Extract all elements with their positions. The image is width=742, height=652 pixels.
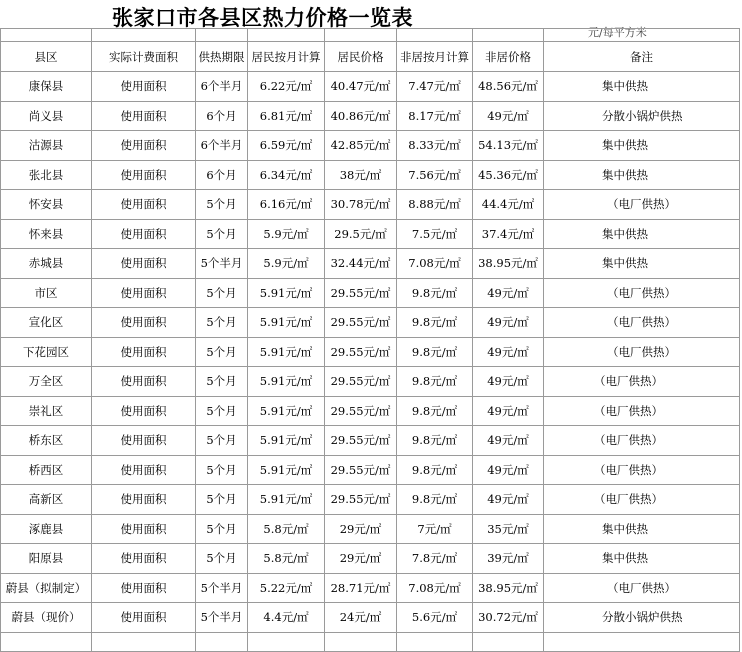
cell-nonresident-price: 49元/㎡ <box>473 337 544 367</box>
cell-resident-monthly: 5.91元/㎡ <box>248 426 325 456</box>
header-billing-area: 实际计费面积 <box>92 42 196 72</box>
cell-heating-period: 5个月 <box>196 455 248 485</box>
cell-nonresident-monthly: 8.33元/㎡ <box>397 131 473 161</box>
cell-nonresident-price: 49元/㎡ <box>473 426 544 456</box>
header-remarks: 备注 <box>544 42 740 72</box>
cell-billing-area: 使用面积 <box>92 396 196 426</box>
cell-remarks: （电厂供热） <box>544 396 740 426</box>
cell-billing-area: 使用面积 <box>92 308 196 338</box>
cell-nonresident-monthly: 9.8元/㎡ <box>397 337 473 367</box>
table-row <box>1 544 740 574</box>
cell-resident-price: 29元/㎡ <box>325 544 397 574</box>
cell-heating-period: 5个半月 <box>196 249 248 279</box>
header-nonresident-price: 非居价格 <box>473 42 544 72</box>
cell-billing-area: 使用面积 <box>92 160 196 190</box>
cell-nonresident-price: 35元/㎡ <box>473 514 544 544</box>
cell-resident-monthly: 6.16元/㎡ <box>248 190 325 220</box>
table-row <box>1 426 740 456</box>
cell-billing-area: 使用面积 <box>92 485 196 515</box>
cell-resident-price: 24元/㎡ <box>325 603 397 633</box>
page-title: 张家口市各县区热力价格一览表 <box>112 6 413 30</box>
cell-billing-area: 使用面积 <box>92 514 196 544</box>
cell-nonresident-monthly: 5.6元/㎡ <box>397 603 473 633</box>
cell-nonresident-monthly: 9.8元/㎡ <box>397 308 473 338</box>
cell-resident-monthly: 5.91元/㎡ <box>248 396 325 426</box>
cell-county: 桥东区 <box>1 426 92 456</box>
table-row <box>1 160 740 190</box>
cell-remarks: （电厂供热） <box>544 426 740 456</box>
cell-remarks: 分散小锅炉供热 <box>544 603 740 633</box>
cell-resident-monthly: 5.91元/㎡ <box>248 367 325 397</box>
cell-remarks: （电厂供热） <box>544 573 740 603</box>
cell-remarks: （电厂供热） <box>544 367 740 397</box>
cell-remarks: 集中供热 <box>544 72 740 102</box>
cell-heating-period: 5个月 <box>196 426 248 456</box>
cell-nonresident-price: 30.72元/㎡ <box>473 603 544 633</box>
cell-nonresident-price: 45.36元/㎡ <box>473 160 544 190</box>
cell-remarks: 集中供热 <box>544 249 740 279</box>
cell-nonresident-price: 49元/㎡ <box>473 485 544 515</box>
cell-resident-price: 29.55元/㎡ <box>325 278 397 308</box>
table-row <box>1 396 740 426</box>
cell-resident-price: 29.55元/㎡ <box>325 455 397 485</box>
cell-heating-period: 6个月 <box>196 101 248 131</box>
cell-resident-monthly: 5.91元/㎡ <box>248 278 325 308</box>
table-spacer-row <box>1 29 740 42</box>
cell-remarks: （电厂供热） <box>544 485 740 515</box>
cell-resident-monthly: 5.8元/㎡ <box>248 544 325 574</box>
table-row <box>1 131 740 161</box>
cell-billing-area: 使用面积 <box>92 544 196 574</box>
cell-heating-period: 5个月 <box>196 219 248 249</box>
cell-resident-price: 29.55元/㎡ <box>325 396 397 426</box>
cell-resident-monthly: 5.22元/㎡ <box>248 573 325 603</box>
header-heating-period: 供热期限 <box>196 42 248 72</box>
unit-note: 元/每平方米 <box>588 26 647 39</box>
cell-nonresident-monthly: 7.5元/㎡ <box>397 219 473 249</box>
cell-billing-area: 使用面积 <box>92 278 196 308</box>
cell-heating-period: 5个月 <box>196 337 248 367</box>
cell-resident-price: 38元/㎡ <box>325 160 397 190</box>
cell-nonresident-price: 38.95元/㎡ <box>473 573 544 603</box>
cell-heating-period: 6个月 <box>196 160 248 190</box>
cell-remarks: （电厂供热） <box>544 308 740 338</box>
cell-heating-period: 5个月 <box>196 544 248 574</box>
cell-nonresident-monthly: 9.8元/㎡ <box>397 485 473 515</box>
header-county: 县区 <box>1 42 92 72</box>
table-row <box>1 455 740 485</box>
cell-county: 沽源县 <box>1 131 92 161</box>
cell-remarks: （电厂供热） <box>544 337 740 367</box>
cell-nonresident-price: 49元/㎡ <box>473 278 544 308</box>
cell-county: 赤城县 <box>1 249 92 279</box>
cell-resident-monthly: 5.91元/㎡ <box>248 308 325 338</box>
cell-resident-price: 30.78元/㎡ <box>325 190 397 220</box>
cell-nonresident-monthly: 8.17元/㎡ <box>397 101 473 131</box>
cell-resident-monthly: 5.91元/㎡ <box>248 455 325 485</box>
cell-heating-period: 5个半月 <box>196 603 248 633</box>
cell-county: 高新区 <box>1 485 92 515</box>
cell-nonresident-price: 49元/㎡ <box>473 101 544 131</box>
header-resident-monthly: 居民按月计算 <box>248 42 325 72</box>
cell-remarks: 集中供热 <box>544 219 740 249</box>
table-row <box>1 485 740 515</box>
cell-county: 张北县 <box>1 160 92 190</box>
table-row <box>1 190 740 220</box>
table-row <box>1 72 740 102</box>
cell-resident-monthly: 5.9元/㎡ <box>248 219 325 249</box>
cell-nonresident-price: 49元/㎡ <box>473 308 544 338</box>
cell-nonresident-monthly: 7.47元/㎡ <box>397 72 473 102</box>
cell-county: 宣化区 <box>1 308 92 338</box>
cell-county: 怀来县 <box>1 219 92 249</box>
cell-resident-price: 29.55元/㎡ <box>325 308 397 338</box>
table-row <box>1 337 740 367</box>
cell-county: 怀安县 <box>1 190 92 220</box>
cell-county: 下花园区 <box>1 337 92 367</box>
cell-nonresident-monthly: 7.8元/㎡ <box>397 544 473 574</box>
cell-remarks: 集中供热 <box>544 131 740 161</box>
table-row <box>1 101 740 131</box>
cell-heating-period: 5个月 <box>196 396 248 426</box>
cell-heating-period: 6个半月 <box>196 131 248 161</box>
cell-nonresident-price: 49元/㎡ <box>473 396 544 426</box>
cell-resident-monthly: 6.81元/㎡ <box>248 101 325 131</box>
cell-nonresident-monthly: 7元/㎡ <box>397 514 473 544</box>
cell-county: 阳原县 <box>1 544 92 574</box>
cell-billing-area: 使用面积 <box>92 72 196 102</box>
cell-billing-area: 使用面积 <box>92 131 196 161</box>
cell-resident-monthly: 6.34元/㎡ <box>248 160 325 190</box>
cell-billing-area: 使用面积 <box>92 455 196 485</box>
header-nonresident-monthly: 非居按月计算 <box>397 42 473 72</box>
cell-resident-monthly: 5.9元/㎡ <box>248 249 325 279</box>
table-header-row <box>1 42 740 72</box>
cell-county: 尚义县 <box>1 101 92 131</box>
cell-heating-period: 5个月 <box>196 190 248 220</box>
cell-heating-period: 5个月 <box>196 514 248 544</box>
table-row <box>1 308 740 338</box>
cell-billing-area: 使用面积 <box>92 603 196 633</box>
cell-nonresident-price: 39元/㎡ <box>473 544 544 574</box>
cell-county: 市区 <box>1 278 92 308</box>
table-row <box>1 573 740 603</box>
cell-billing-area: 使用面积 <box>92 249 196 279</box>
cell-county: 康保县 <box>1 72 92 102</box>
cell-resident-price: 29.55元/㎡ <box>325 367 397 397</box>
cell-resident-monthly: 5.91元/㎡ <box>248 337 325 367</box>
cell-resident-price: 29元/㎡ <box>325 514 397 544</box>
cell-nonresident-monthly: 7.08元/㎡ <box>397 573 473 603</box>
table-row <box>1 278 740 308</box>
cell-billing-area: 使用面积 <box>92 190 196 220</box>
cell-billing-area: 使用面积 <box>92 101 196 131</box>
cell-remarks: 集中供热 <box>544 544 740 574</box>
cell-nonresident-monthly: 9.8元/㎡ <box>397 396 473 426</box>
cell-resident-monthly: 5.91元/㎡ <box>248 485 325 515</box>
cell-county: 桥西区 <box>1 455 92 485</box>
cell-heating-period: 5个月 <box>196 367 248 397</box>
table-row <box>1 603 740 633</box>
cell-county: 蔚县（现价） <box>1 603 92 633</box>
cell-resident-price: 29.5元/㎡ <box>325 219 397 249</box>
cell-nonresident-price: 38.95元/㎡ <box>473 249 544 279</box>
cell-nonresident-price: 49元/㎡ <box>473 455 544 485</box>
cell-remarks: 集中供热 <box>544 160 740 190</box>
heating-price-table <box>0 28 740 652</box>
cell-resident-price: 29.55元/㎡ <box>325 485 397 515</box>
cell-nonresident-monthly: 7.56元/㎡ <box>397 160 473 190</box>
cell-heating-period: 5个月 <box>196 308 248 338</box>
cell-resident-price: 40.47元/㎡ <box>325 72 397 102</box>
cell-resident-price: 29.55元/㎡ <box>325 426 397 456</box>
table-row <box>1 367 740 397</box>
cell-remarks: （电厂供热） <box>544 455 740 485</box>
cell-resident-price: 29.55元/㎡ <box>325 337 397 367</box>
cell-county: 崇礼区 <box>1 396 92 426</box>
cell-remarks: 集中供热 <box>544 514 740 544</box>
cell-nonresident-monthly: 9.8元/㎡ <box>397 455 473 485</box>
cell-resident-monthly: 4.4元/㎡ <box>248 603 325 633</box>
cell-resident-price: 42.85元/㎡ <box>325 131 397 161</box>
cell-heating-period: 6个半月 <box>196 72 248 102</box>
cell-nonresident-price: 54.13元/㎡ <box>473 131 544 161</box>
cell-remarks: （电厂供热） <box>544 190 740 220</box>
cell-nonresident-monthly: 9.8元/㎡ <box>397 278 473 308</box>
cell-billing-area: 使用面积 <box>92 367 196 397</box>
cell-resident-price: 40.86元/㎡ <box>325 101 397 131</box>
table-row <box>1 249 740 279</box>
cell-nonresident-price: 49元/㎡ <box>473 367 544 397</box>
cell-resident-price: 28.71元/㎡ <box>325 573 397 603</box>
cell-nonresident-price: 44.4元/㎡ <box>473 190 544 220</box>
cell-resident-monthly: 6.22元/㎡ <box>248 72 325 102</box>
cell-nonresident-monthly: 8.88元/㎡ <box>397 190 473 220</box>
table-row <box>1 514 740 544</box>
cell-resident-price: 32.44元/㎡ <box>325 249 397 279</box>
cell-resident-monthly: 5.8元/㎡ <box>248 514 325 544</box>
cell-heating-period: 5个月 <box>196 485 248 515</box>
cell-heating-period: 5个月 <box>196 278 248 308</box>
cell-resident-monthly: 6.59元/㎡ <box>248 131 325 161</box>
cell-nonresident-monthly: 9.8元/㎡ <box>397 367 473 397</box>
cell-remarks: 分散小锅炉供热 <box>544 101 740 131</box>
table-row <box>1 219 740 249</box>
cell-county: 蔚县（拟制定） <box>1 573 92 603</box>
cell-county: 涿鹿县 <box>1 514 92 544</box>
cell-remarks: （电厂供热） <box>544 278 740 308</box>
cell-county: 万全区 <box>1 367 92 397</box>
cell-nonresident-price: 48.56元/㎡ <box>473 72 544 102</box>
cell-nonresident-monthly: 9.8元/㎡ <box>397 426 473 456</box>
cell-billing-area: 使用面积 <box>92 426 196 456</box>
cell-billing-area: 使用面积 <box>92 573 196 603</box>
cell-billing-area: 使用面积 <box>92 219 196 249</box>
cell-nonresident-price: 37.4元/㎡ <box>473 219 544 249</box>
cell-nonresident-monthly: 7.08元/㎡ <box>397 249 473 279</box>
header-resident-price: 居民价格 <box>325 42 397 72</box>
table-empty-row <box>1 632 740 651</box>
cell-billing-area: 使用面积 <box>92 337 196 367</box>
cell-heating-period: 5个半月 <box>196 573 248 603</box>
